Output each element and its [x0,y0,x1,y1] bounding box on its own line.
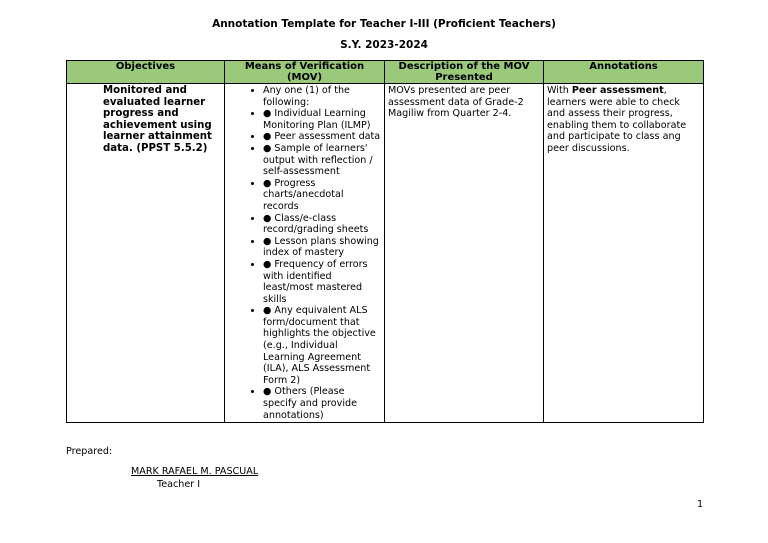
objective-cell: Monitored and evaluated learner progress and achievement using learner attainment data. (PPST 5.5.2) [67,84,225,423]
mov-item: • ● Frequency of errors with identified least/most mastered skills [263,259,381,305]
header-description: Description of the MOV Presented [385,61,544,84]
annotation-bold: Peer assessment [571,85,664,96]
mov-item: • ● Sample of learners' output with reflection / self-assessment [263,143,381,178]
mov-item: • ● Class/e-class record/grading sheets [263,213,381,236]
header-mov: Means of Verification (MOV) [225,61,385,84]
school-year: S.Y. 2023-2024 [340,39,428,51]
mov-item: • ● Progress charts/anecdotal records [263,178,381,213]
table-header-row [67,61,704,84]
mov-item: • ● Others (Please specify and provide annotations) [263,386,381,421]
header-objectives: Objectives [67,61,225,84]
mov-item: • ● Individual Learning Monitoring Plan (ILMP) [263,108,381,131]
annotation-cell [544,84,704,423]
annotation-text: , learners were able to check and assess their progress, enabling them to collaborate and participate to class ang peer discussions. [547,85,687,154]
prepared-label: Prepared: [66,446,113,457]
document-title: Annotation Template for Teacher I-III (Proficient Teachers) [212,18,556,30]
annotation-table [66,60,704,423]
mov-list [228,85,381,421]
mov-cell [225,84,385,423]
page-number: 1 [697,499,704,510]
header-annotations: Annotations [544,61,704,84]
mov-item: • Any one (1) of the following: [263,85,381,108]
mov-item: • ● Any equivalent ALS form/document that highlights the objective (e.g., Individual Learning Agreement (ILA), ALS Assessment Form 2) [263,305,381,386]
description-cell: MOVs presented are peer assessment data of Grade-2 Magiliw from Quarter 2-4. [385,84,544,423]
table-row [67,84,704,423]
preparer-position: Teacher I [157,479,201,490]
preparer-name: MARK RAFAEL M. PASCUAL [131,466,259,477]
annotation-prefix: With [547,85,572,96]
mov-item: • ● Lesson plans showing index of mastery [263,236,381,259]
mov-item: • ● Peer assessment data [263,131,381,143]
